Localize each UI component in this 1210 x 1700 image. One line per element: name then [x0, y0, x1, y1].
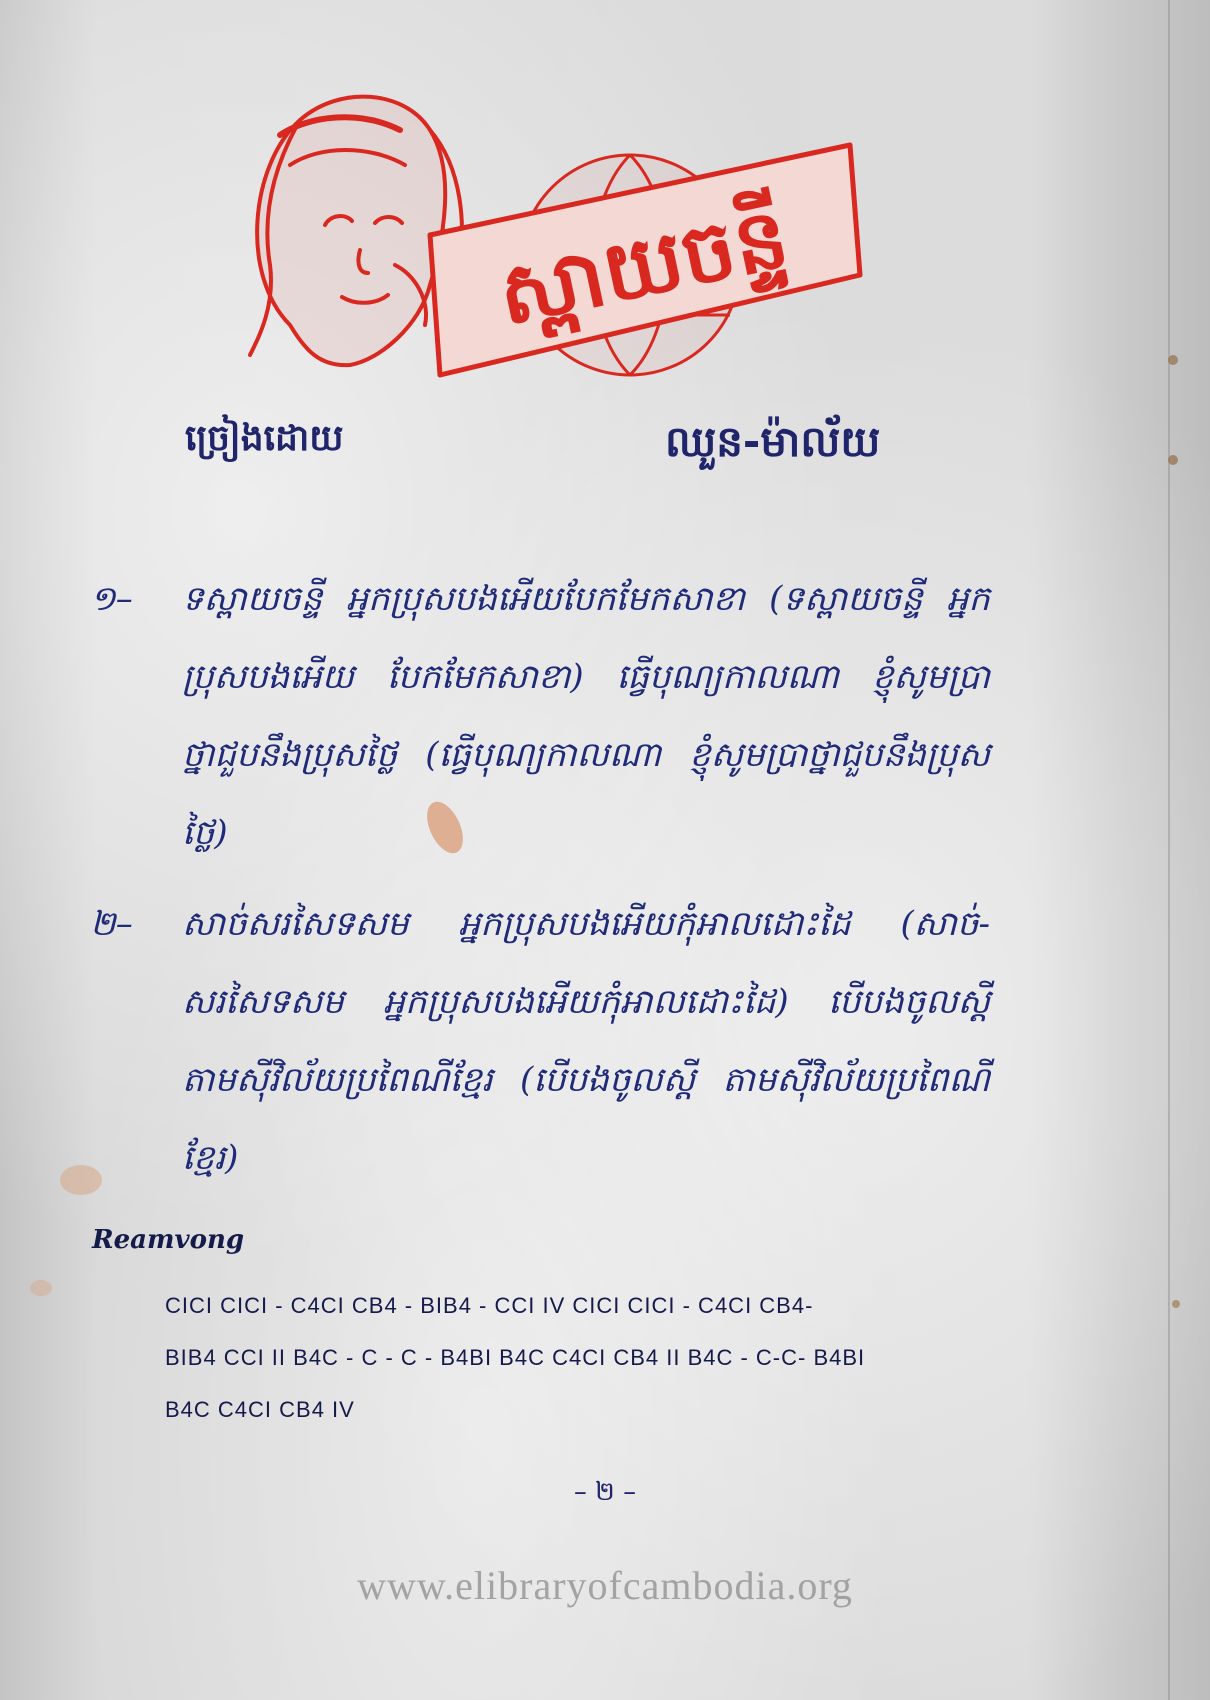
credits-row [0, 415, 1210, 475]
paper-stain [30, 1280, 52, 1296]
rhythm-title: Reamvong [92, 1225, 245, 1255]
composer-name: ឈួន-ម៉ាល័យ [665, 417, 881, 466]
logo-title-text: ស្ពាយចន្ទី [489, 187, 797, 345]
woman-portrait-illustration [250, 97, 462, 366]
rhythm-line: CICI CICI - C4CI CB4 - BIB4 - CCI IV CICI CICI - C4CI CB4- [165, 1293, 814, 1318]
verse-2 [90, 885, 990, 1197]
verse-text: ទស្ពាយចន្ទី អ្នកប្រុសបងអើយបែកមែកសាខា (ទស្ពាយចន្ទី អ្នកប្រុសបងអើយ បែកមែកសាខា) ធ្វើបុណ្យកាលណា ខ្ញុំសូមប្រាថ្នាជួបនឹងប្រុសថ្លៃ (ធ្វើបុណ្យកាលណា ខ្ញុំសូមប្រាថ្នាជួបនឹងប្រុសថ្លៃ) [182, 579, 990, 853]
verse-number: ១– [90, 579, 133, 619]
rhythm-notation [165, 1280, 975, 1436]
verse-number: ២– [90, 904, 133, 944]
paper-stain [1168, 355, 1178, 365]
watermark-url: www.elibraryofcambodia.org [357, 1563, 853, 1608]
page-number: – ២ – [573, 1477, 637, 1507]
rhythm-line: B4C C4CI CB4 IV [165, 1397, 355, 1422]
paper-stain [1172, 1300, 1180, 1308]
page-edge [1168, 0, 1170, 1700]
verse-text: សាច់សរសៃទសម អ្នកប្រុសបងអើយកុំអាលដោះដៃ (សាច់-សរសៃទសម អ្នកប្រុសបងអើយកុំអាលដោះដៃ) បើបងចូលស្ដី តាមស៊ីវិល័យប្រពៃណីខ្មែរ (បើបងចូលស្ដី តាមស៊ីវិល័យប្រពៃណីខ្មែរ) [182, 904, 990, 1178]
singer-label: ច្រៀងដោយ [185, 418, 344, 459]
verse-1 [90, 560, 990, 872]
song-title-logo [230, 75, 880, 395]
rhythm-line: BIB4 CCI II B4C - C - C - B4BI B4C C4CI CB4 II B4C - C-C- B4BI [165, 1345, 866, 1370]
